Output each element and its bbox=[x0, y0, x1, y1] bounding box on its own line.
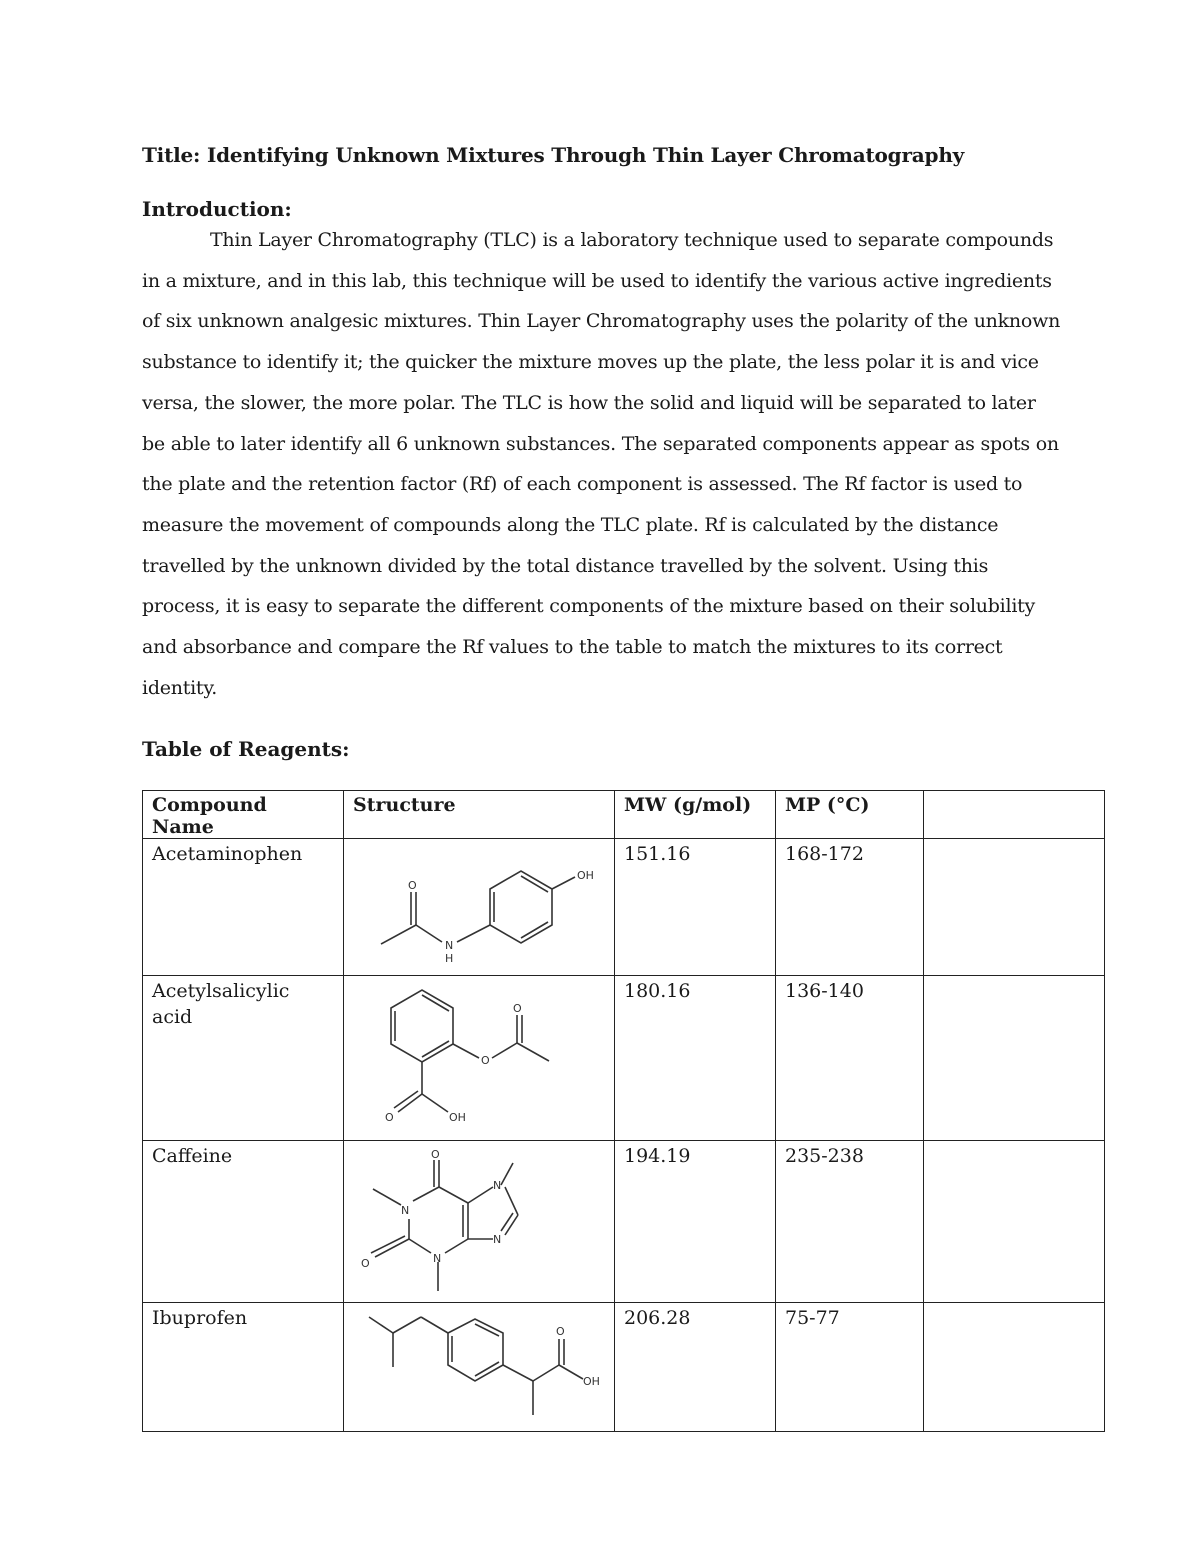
structure-label-o: O bbox=[513, 1002, 522, 1015]
mw-cell: 206.28 bbox=[615, 1303, 776, 1432]
structure-label-n: N bbox=[493, 1233, 502, 1246]
structure-label-n: N bbox=[401, 1204, 410, 1217]
extra-cell bbox=[924, 1141, 1105, 1303]
extra-cell bbox=[924, 1303, 1105, 1432]
structure-label-n: N bbox=[433, 1252, 442, 1265]
mp-cell: 136-140 bbox=[776, 976, 924, 1141]
structure-cell bbox=[344, 976, 615, 1141]
ibuprofen-structure-icon bbox=[353, 1305, 615, 1431]
extra-cell bbox=[924, 839, 1105, 976]
structure-label-o: O bbox=[385, 1111, 394, 1124]
header-blank bbox=[924, 791, 1105, 839]
structure-label-oh: OH bbox=[583, 1375, 600, 1388]
mw-cell: 151.16 bbox=[615, 839, 776, 976]
header-mp: MP (°C) bbox=[776, 791, 924, 839]
table-row bbox=[143, 839, 1105, 976]
mw-cell: 194.19 bbox=[615, 1141, 776, 1303]
structure-cell bbox=[344, 839, 615, 976]
caffeine-structure-icon bbox=[353, 1143, 615, 1302]
table-row bbox=[143, 976, 1105, 1141]
structure-label-o: O bbox=[431, 1148, 440, 1161]
structure-label-h: H bbox=[445, 952, 454, 965]
mw-cell: 180.16 bbox=[615, 976, 776, 1141]
introduction-heading: Introduction: bbox=[142, 197, 292, 221]
structure-cell bbox=[344, 1141, 615, 1303]
table-row bbox=[143, 1303, 1105, 1432]
structure-label-o: O bbox=[408, 879, 417, 892]
structure-label-n: N bbox=[445, 939, 454, 952]
structure-label-oh: OH bbox=[577, 869, 594, 882]
reagents-heading: Table of Reagents: bbox=[142, 737, 350, 761]
extra-cell bbox=[924, 976, 1105, 1141]
structure-label-n: N bbox=[493, 1179, 502, 1192]
introduction-paragraph: Thin Layer Chromatography (TLC) is a laboratory technique used to separate compounds in a mixture, and in this lab, this technique will be used to identify the various active ingredients of six unknown analgesic mixtures. Thin Layer Chromatography uses the polarity of the unknown substance to identify it; the quicker the mixture moves up the plate, the less polar it is and vice versa, the slower, the more polar. The TLC is how the solid and liquid will be separated to later be able to later identify all 6 unknown substances. The separated components appear as spots on the plate and the retention factor (Rf) of each component is assessed. The Rf factor is used to measure the movement of compounds along the TLC plate. Rf is calculated by the distance travelled by the unknown divided by the total distance travelled by the solvent. Using this process, it is easy to separate the different components of the mixture based on their solubility and absorbance and compare the Rf values to the table to match the mixtures to its correct identity. bbox=[142, 229, 1061, 699]
mp-cell: 168-172 bbox=[776, 839, 924, 976]
structure-label-o: O bbox=[481, 1054, 490, 1067]
structure-label-oh: OH bbox=[449, 1111, 466, 1124]
compound-name-cell: Caffeine bbox=[143, 1141, 344, 1303]
header-compound-name: Compound Name bbox=[143, 791, 344, 839]
structure-label-o: O bbox=[556, 1325, 565, 1338]
structure-label-o: O bbox=[361, 1257, 370, 1270]
compound-name-cell: Acetylsalicylic acid bbox=[143, 976, 344, 1141]
mp-cell: 75-77 bbox=[776, 1303, 924, 1432]
table-header-row bbox=[143, 791, 1105, 839]
mp-cell: 235-238 bbox=[776, 1141, 924, 1303]
header-mw: MW (g/mol) bbox=[615, 791, 776, 839]
acetaminophen-structure-icon bbox=[353, 841, 615, 975]
structure-cell bbox=[344, 1303, 615, 1432]
table-row bbox=[143, 1141, 1105, 1303]
acetylsalicylic-acid-structure-icon bbox=[353, 978, 615, 1140]
document-title: Title: Identifying Unknown Mixtures Through Thin Layer Chromatography bbox=[142, 143, 965, 167]
header-structure: Structure bbox=[344, 791, 615, 839]
reagents-table bbox=[142, 790, 1105, 1432]
compound-name-cell: Ibuprofen bbox=[143, 1303, 344, 1432]
compound-name-cell: Acetaminophen bbox=[143, 839, 344, 976]
